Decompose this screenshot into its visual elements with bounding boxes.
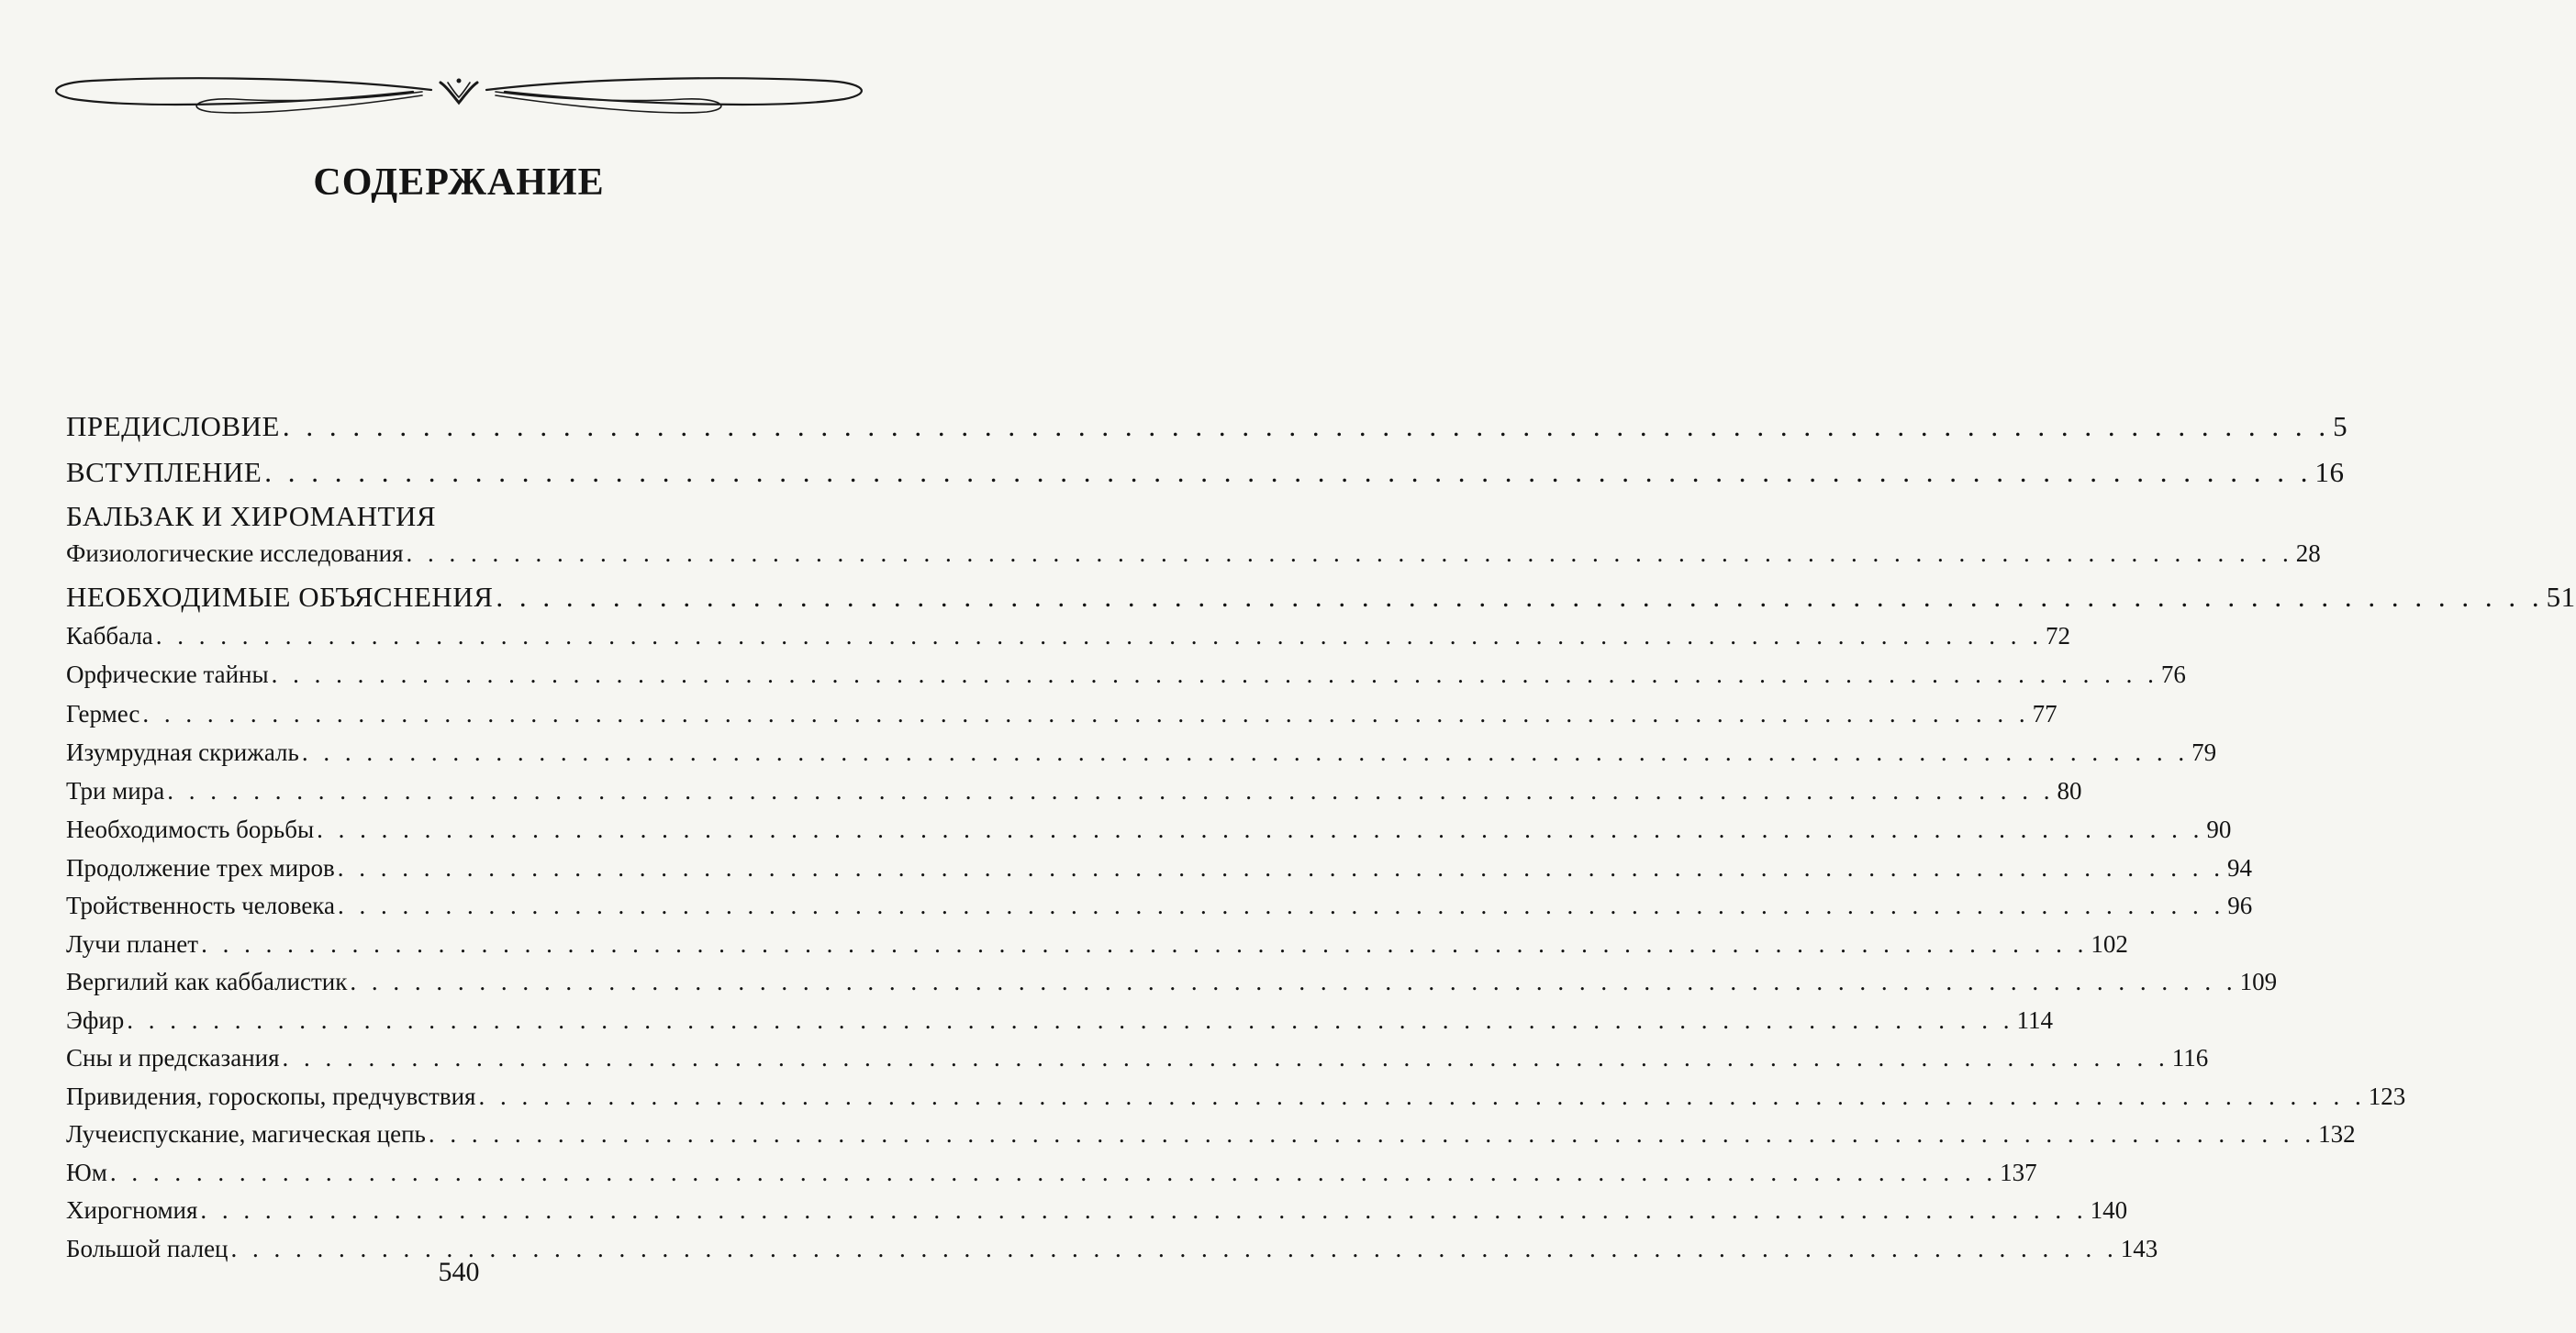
- toc-entry-title: Каббала: [66, 622, 153, 650]
- toc-entry-page: 76: [2160, 661, 2186, 688]
- toc-entry: [66, 581, 2576, 614]
- toc-entry-page: 16: [2314, 456, 2345, 488]
- toc-entry-title: БАЛЬЗАК И ХИРОМАНТИЯ: [66, 500, 437, 532]
- toc-entry-leader: . . . . . . . . . . . . . . . . . . . . . . . . . . . . . . . . . . . . . . . . . . . . . . . . . . . . . . . . . . . . . . . . . . . . . . . . . . . . . . . . . . . . . . . .: [127, 1006, 2014, 1034]
- toc-entry-title: НЕОБХОДИМЫЕ ОБЪЯСНЕНИЯ: [66, 581, 494, 613]
- toc-entry: [66, 1044, 2209, 1072]
- page-number: 540: [438, 1257, 480, 1287]
- toc-entry-leader: . . . . . . . . . . . . . . . . . . . . . . . . . . . . . . . . . . . . . . . . . . . . . . . . . . . . . . . . . . . . . . . . . . . . . . . . . . . . . . . . . . . . . . . .: [142, 700, 2030, 728]
- toc-entry-title: Большой палец: [66, 1235, 229, 1262]
- toc-entry: [66, 892, 2253, 920]
- toc-entry: [66, 777, 2082, 805]
- toc-entry-leader: . . . . . . . . . . . . . . . . . . . . . . . . . . . . . . . . . . . . . . . . . . . . . . . . . . . . . . . . . . . . . . . . . . . . . . . . . . . . . . . . . . . . . . . .: [301, 739, 2190, 766]
- toc-entry-page: 114: [2016, 1006, 2054, 1034]
- toc-entry-leader: . . . . . . . . . . . . . . . . . . . . . . . . . . . . . . . . . . . . . . . . . . . . . . . . . . . . . . . . . . . . . . . . . . . . . . . . . . . . . . . . . . . . . . . .: [350, 968, 2237, 995]
- toc-entry-title: Три мира: [66, 777, 165, 805]
- toc-entry-title: ПРЕДИСЛОВИЕ: [66, 410, 280, 442]
- toc-entry-page: 79: [2191, 739, 2217, 766]
- toc-entry-leader: . . . . . . . . . . . . . . . . . . . . . . . . . . . . . . . . . . . . . . . . . . . . . . . . . . . . . . . . . . . . . . . . . . . . . . . . . . . . . . . . . . . . . . . .: [155, 622, 2044, 650]
- toc-entry: [66, 854, 2253, 883]
- toc-entry: [66, 930, 2128, 959]
- toc-entry: [66, 410, 2348, 443]
- toc-entry-title: Юм: [66, 1159, 107, 1186]
- toc-entry-title: Эфир: [66, 1006, 125, 1034]
- toc-entry-title: Изумрудная скрижаль: [66, 739, 299, 766]
- toc-entry: [66, 1159, 2037, 1187]
- toc-entry: [66, 1083, 2406, 1111]
- toc-entry-leader: . . . . . . . . . . . . . . . . . . . . . . . . . . . . . . . . . . . . . . . . . . . . . . . . . . . . . . . . . . . . . . . . . . . . . . . . . . . . . . . . . . . . . . . .: [200, 1196, 2088, 1224]
- toc-entry-title: Тройственность человека: [66, 892, 335, 919]
- toc-entry: [66, 661, 2186, 689]
- toc-entry-page: 143: [2120, 1235, 2158, 1262]
- toc-entry: [66, 539, 2321, 568]
- toc-entry-title: Вергилий как каббалистик: [66, 968, 348, 995]
- toc-entry-leader: . . . . . . . . . . . . . . . . . . . . . . . . . . . . . . . . . . . . . . . . . . . . . . . . . . . . . . . . . . . . . . . . . . . . . . . . . . . . . . . . . . . . . . . .: [230, 1235, 2118, 1262]
- toc-entry: [66, 622, 2071, 650]
- toc-entry-page: 77: [2032, 700, 2057, 728]
- toc-entry-leader: . . . . . . . . . . . . . . . . . . . . . . . . . . . . . . . . . . . . . . . . . . . . . . . . . . . . . . . . . . . . . . . . . . . . . . . . . . . . . . . . . . . . . . . .: [317, 816, 2204, 843]
- toc-entry-page: 96: [2227, 892, 2253, 919]
- toc-entry: [66, 700, 2057, 728]
- toc-entry-page: 51: [2546, 581, 2576, 613]
- toc-entry-page: 132: [2318, 1120, 2356, 1148]
- toc-entry-page: 5: [2333, 410, 2348, 442]
- toc-entry-title: Лучи планет: [66, 930, 199, 958]
- toc-entry: [66, 739, 2217, 767]
- toc-entry-page: 109: [2239, 968, 2278, 995]
- toc-entry-title: Привидения, гороскопы, предчувствия: [66, 1083, 476, 1110]
- toc-entry-title: ВСТУПЛЕНИЕ: [66, 456, 262, 488]
- toc-entry-title: Лучеиспускание, магическая цепь: [66, 1120, 426, 1148]
- toc-entry: [66, 816, 2232, 844]
- toc-entry-leader: . . . . . . . . . . . . . . . . . . . . . . . . . . . . . . . . . . . . . . . . . . . . . . . . . . . . . . . . . . . . . . . . . . . . . . . . . . . . . . . . . . . . . . . .: [338, 892, 2225, 919]
- toc-entry-title: Хирогномия: [66, 1196, 198, 1224]
- toc-entry-leader: . . . . . . . . . . . . . . . . . . . . . . . . . . . . . . . . . . . . . . . . . . . . . . . . . . . . . . . . . . . . . . . . . . . . . . . . . . . . . . . . . . . . . . . .: [282, 410, 2331, 442]
- toc-entry-title: Необходимость борьбы: [66, 816, 315, 843]
- toc-entry-page: 80: [2057, 777, 2082, 805]
- contents-heading: СОДЕРЖАНИЕ: [313, 161, 605, 204]
- toc-entry-leader: . . . . . . . . . . . . . . . . . . . . . . . . . . . . . . . . . . . . . . . . . . . . . . . . . . . . . . . . . . . . . . . . . . . . . . . . . . . . . . . . . . . . . . . .: [264, 456, 2313, 488]
- toc-entry-title: Продолжение трех миров: [66, 854, 335, 882]
- toc-entry-page: 102: [2091, 930, 2128, 958]
- toc-entry-page: 116: [2171, 1044, 2209, 1072]
- decorative-flourish-ornament: [37, 55, 881, 138]
- toc-entry-title: Гермес: [66, 700, 140, 728]
- toc-entry-page: 123: [2368, 1083, 2406, 1110]
- toc-entry: [66, 968, 2278, 996]
- toc-entry-page: 140: [2090, 1196, 2128, 1224]
- toc-entry-title: Физиологические исследования: [66, 539, 404, 567]
- toc-entry-leader: . . . . . . . . . . . . . . . . . . . . . . . . . . . . . . . . . . . . . . . . . . . . . . . . . . . . . . . . . . . . . . . . . . . . . . . . . . . . . . . . . . . . . . . .: [406, 539, 2293, 567]
- toc-entry-leader: . . . . . . . . . . . . . . . . . . . . . . . . . . . . . . . . . . . . . . . . . . . . . . . . . . . . . . . . . . . . . . . . . . . . . . . . . . . . . . . . . . . . . . . .: [282, 1044, 2169, 1072]
- toc-entry-leader: . . . . . . . . . . . . . . . . . . . . . . . . . . . . . . . . . . . . . . . . . . . . . . . . . . . . . . . . . . . . . . . . . . . . . . . . . . . . . . . . . . . . . . . .: [496, 581, 2544, 613]
- toc-entry-leader: . . . . . . . . . . . . . . . . . . . . . . . . . . . . . . . . . . . . . . . . . . . . . . . . . . . . . . . . . . . . . . . . . . . . . . . . . . . . . . . . . . . . . . . .: [337, 854, 2225, 882]
- toc-entry: [66, 1120, 2356, 1149]
- toc-entry-page: 94: [2227, 854, 2253, 882]
- toc-entry: [66, 456, 2345, 489]
- toc-entry: [66, 1006, 2054, 1035]
- toc-entry-page: 90: [2206, 816, 2232, 843]
- toc-entry: [66, 1196, 2128, 1225]
- toc-entry-leader: . . . . . . . . . . . . . . . . . . . . . . . . . . . . . . . . . . . . . . . . . . . . . . . . . . . . . . . . . . . . . . . . . . . . . . . . . . . . . . . . . . . . . . . .: [428, 1120, 2316, 1148]
- toc-entry: [66, 500, 855, 533]
- toc-entry-leader: . . . . . . . . . . . . . . . . . . . . . . . . . . . . . . . . . . . . . . . . . . . . . . . . . . . . . . . . . . . . . . . . . . . . . . . . . . . . . . . . . . . . . . . .: [201, 930, 2089, 958]
- toc-entry-title: Орфические тайны: [66, 661, 269, 688]
- toc-entry-title: Сны и предсказания: [66, 1044, 280, 1072]
- toc-entry-leader: . . . . . . . . . . . . . . . . . . . . . . . . . . . . . . . . . . . . . . . . . . . . . . . . . . . . . . . . . . . . . . . . . . . . . . . . . . . . . . . . . . . . . . . .: [109, 1159, 1998, 1186]
- toc-entry-page: 28: [2295, 539, 2321, 567]
- toc-entry-page: 72: [2046, 622, 2071, 650]
- toc-entry-page: 137: [2000, 1159, 2037, 1186]
- toc-entry-leader: . . . . . . . . . . . . . . . . . . . . . . . . . . . . . . . . . . . . . . . . . . . . . . . . . . . . . . . . . . . . . . . . . . . . . . . . . . . . . . . . . . . . . . . .: [167, 777, 2055, 805]
- toc-entry-leader: . . . . . . . . . . . . . . . . . . . . . . . . . . . . . . . . . . . . . . . . . . . . . . . . . . . . . . . . . . . . . . . . . . . . . . . . . . . . . . . . . . . . . . . .: [271, 661, 2158, 688]
- toc-entry-leader: . . . . . . . . . . . . . . . . . . . . . . . . . . . . . . . . . . . . . . . . . . . . . . . . . . . . . . . . . . . . . . . . . . . . . . . . . . . . . . . . . . . . . . . .: [478, 1083, 2366, 1110]
